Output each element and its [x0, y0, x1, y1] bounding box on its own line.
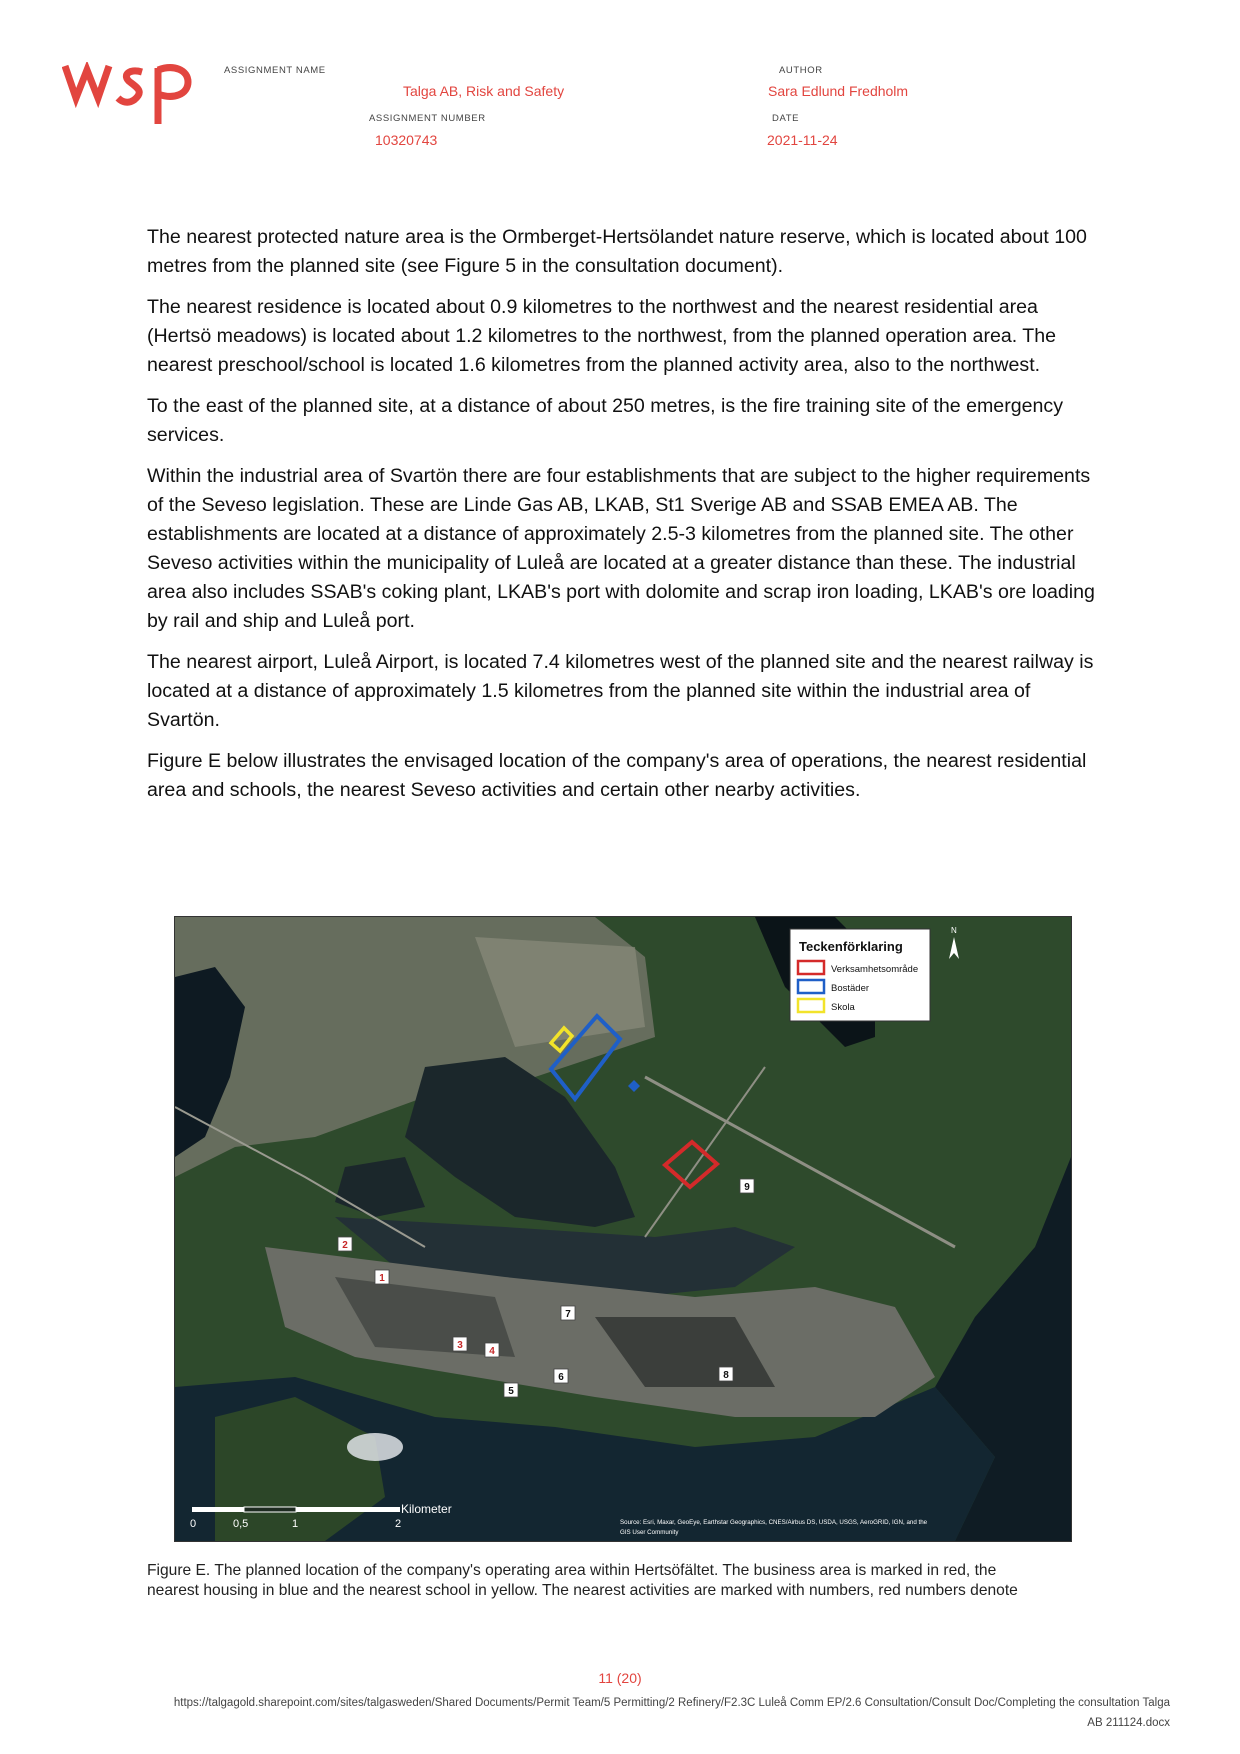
svg-text:7: 7	[565, 1309, 571, 1320]
scale-tick-05: 0,5	[233, 1518, 249, 1530]
caption-line1: Figure E. The planned location of the company's operating area within Hertsöfältet. The business area is marked in red, the	[147, 1562, 997, 1579]
legend-label-housing: Bostäder	[831, 983, 870, 994]
document-path-line2: AB 211124.docx	[1087, 1717, 1170, 1729]
svg-text:8: 8	[723, 1370, 729, 1381]
svg-text:2: 2	[342, 1240, 348, 1251]
paragraph-seveso: Within the industrial area of Svartön there are four establishments that are subject to the higher requirements of the Seveso legislation. These are Linde Gas AB, LKAB, St1 Sverige AB and SSAB EMEA AB. The establishments are located at a distance of approximately 2.5-3 kilometres from the planned site. The other Seveso activities within the municipality of Luleå are located at a greater distance than these. The industrial area also includes SSAB's coking plant, LKAB's port with dolomite and scrap iron loading, LKAB's ore loading by rail and ship and Luleå port.	[147, 465, 1095, 632]
map-marker-6	[554, 1369, 568, 1383]
assignment-name-label: ASSIGNMENT NAME	[224, 65, 326, 76]
svg-text:3: 3	[457, 1340, 463, 1351]
map-marker-7	[561, 1306, 575, 1320]
svg-text:5: 5	[508, 1386, 514, 1397]
scale-unit: Kilometer	[401, 1502, 452, 1516]
assignment-name: Talga AB, Risk and Safety	[403, 83, 565, 99]
paragraph-residence-line1: The nearest residence is located about 0.9 kilometres to the northwest and the nearest residential area	[147, 296, 1038, 318]
map-marker-4	[485, 1343, 499, 1357]
scale-tick-2: 2	[395, 1518, 402, 1530]
svg-text:9: 9	[744, 1182, 750, 1193]
paragraph-figure-intro: Figure E below illustrates the envisaged location of the company's area of operations, the nearest residential area and schools, the nearest Seveso activities and certain other nearby activities.	[147, 750, 1087, 801]
svg-text:4: 4	[489, 1346, 495, 1357]
date-label: DATE	[772, 113, 800, 124]
legend-label-school: Skola	[831, 1002, 855, 1013]
date: 2021-11-24	[767, 132, 838, 148]
legend-label-operation: Verksamhetsområde	[831, 964, 919, 975]
map-marker-8	[719, 1367, 733, 1381]
map-marker-3	[453, 1337, 467, 1351]
body-text	[147, 223, 1097, 817]
map-marker-1	[375, 1270, 389, 1284]
satellite-map	[175, 917, 1071, 1541]
wsp-logo	[62, 62, 202, 132]
paragraph-airport: The nearest airport, Luleå Airport, is located 7.4 kilometres west of the planned site and the nearest railway is located at a distance of approximately 1.5 kilometres from the planned site within the industrial area of Svartön.	[147, 651, 1094, 731]
page-number: 11 (20)	[598, 1670, 642, 1686]
scale-tick-1: 1	[292, 1518, 299, 1530]
paragraph-residence	[147, 293, 1097, 380]
north-label: N	[951, 926, 957, 935]
paragraph-residence-line2: (Hertsö meadows) is located about 1.2 kilometres to the northwest, from the planned operation area. The nearest preschool/school is located 1.6 kilometres from the planned activity area, also to the northwest.	[147, 325, 1057, 376]
caption-line2: nearest housing in blue and the nearest school in yellow. The nearest activities are marked with numbers, red numbers denote	[147, 1582, 1018, 1599]
map-attribution-line2: GIS User Community	[620, 1529, 679, 1536]
svg-text:1: 1	[379, 1273, 385, 1284]
assignment-number-label: ASSIGNMENT NUMBER	[369, 113, 486, 124]
assignment-number: 10320743	[375, 132, 438, 148]
map-legend	[790, 929, 930, 1021]
map-marker-9	[740, 1179, 754, 1193]
paragraph-nature-reserve: The nearest protected nature area is the Ormberget-Hertsölandet nature reserve, which is located about 100 metres from the planned site (see Figure 5 in the consultation document).	[147, 226, 1087, 277]
paragraph-fire-training: To the east of the planned site, at a distance of about 250 metres, is the fire training site of the emergency services.	[147, 395, 1064, 446]
document-path-line1: https://talgagold.sharepoint.com/sites/talgasweden/Shared Documents/Permit Team/5 Permitting/2 Refinery/F2.3C Luleå Comm EP/2.6 Consultation/Consult Doc/Completing the consultation Talga	[173, 1697, 1170, 1709]
map-attribution-line1: Source: Esri, Maxar, GeoEye, Earthstar Geographics, CNES/Airbus DS, USDA, USGS, AeroGRID, IGN, and the	[620, 1519, 928, 1526]
legend-title: Teckenförklaring	[799, 939, 903, 954]
map-figure	[174, 916, 1072, 1542]
author-label: AUTHOR	[779, 65, 823, 76]
document-path	[30, 1693, 1170, 1733]
scale-tick-0: 0	[190, 1518, 197, 1530]
author: Sara Edlund Fredholm	[768, 83, 909, 99]
map-marker-2	[338, 1237, 352, 1251]
svg-text:6: 6	[558, 1372, 564, 1383]
figure-caption	[147, 1561, 1097, 1601]
map-marker-5	[504, 1383, 518, 1397]
